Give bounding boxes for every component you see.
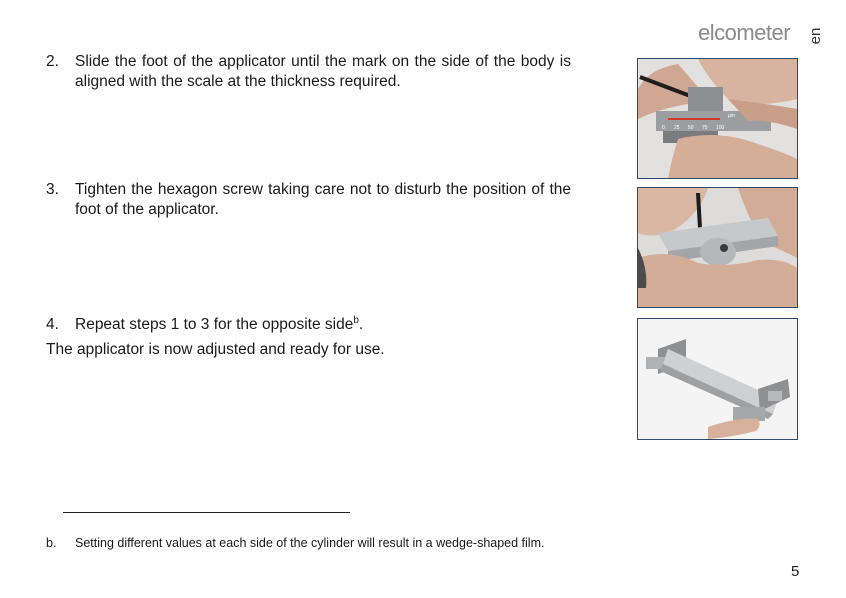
photo-scale-adjustment — [637, 58, 798, 179]
step-text — [75, 315, 571, 335]
footnote-text: Setting different values at each side of the cylinder will result in a wedge-shaped film. — [75, 536, 545, 550]
step-number: 4. — [46, 316, 59, 333]
photo-tightening-screw — [637, 187, 798, 308]
step-text-end: . — [358, 316, 364, 333]
scale-unit: µm — [728, 113, 736, 119]
step-number: 2. — [46, 53, 59, 70]
step-3 — [46, 180, 571, 220]
step-4 — [46, 315, 571, 335]
step-text-main: Repeat steps 1 to 3 for the opposite side — [75, 316, 354, 333]
step-text: Slide the foot of the applicator until the mark on the side of the body is aligned with the scale at the thickness required. — [75, 53, 571, 90]
photo-adjusted-applicator — [637, 318, 798, 440]
step-2 — [46, 52, 571, 92]
footnote-marker: b — [353, 314, 359, 326]
scale-tick: 50 — [688, 125, 694, 131]
scale-tick: 25 — [674, 125, 680, 131]
step-text: Tighten the hexagon screw taking care not to disturb the position of the foot of the applicator. — [75, 181, 571, 218]
step-number: 3. — [46, 181, 59, 198]
ready-statement: The applicator is now adjusted and ready for use. — [46, 341, 385, 358]
elcometer-logo: elcometer — [698, 20, 791, 45]
scale-tick: 100 — [716, 125, 725, 131]
scale-tick: 75 — [702, 125, 708, 131]
scale-tick: 0 — [662, 125, 665, 131]
footnote-separator — [63, 512, 350, 513]
footnote-label: b. — [46, 536, 57, 550]
page-number: 5 — [791, 563, 800, 580]
language-tag: en — [807, 27, 824, 45]
